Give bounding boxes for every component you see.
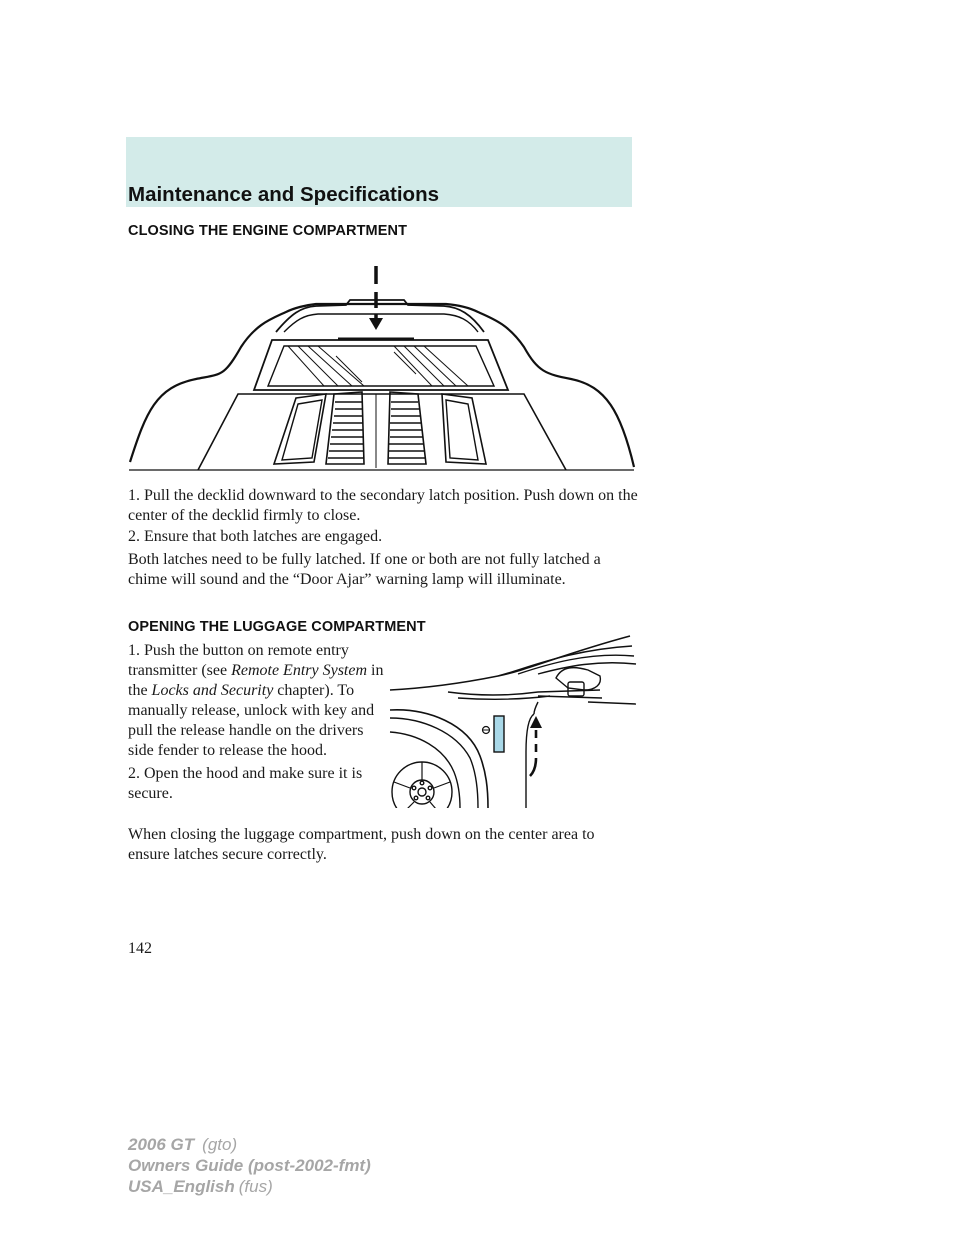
opening-step-2: 2. Open the hood and make sure it is secure. [128,765,363,802]
footer-language-code: (fus) [238,1177,273,1196]
luggage-closing-note: When closing the luggage compartment, push down on the center area to ensure latches secure correctly. [128,826,595,863]
opening-step-1: 1. Push the button on remote entry transmitter (see Remote Entry System in the Locks and Security chapter). To manually release, unlock with key and pull the release handle on the drivers side fender to release the hood. [128,642,384,759]
page-number: 142 [128,940,152,957]
remote-entry-reference: Remote Entry System [231,662,368,679]
push-down-arrow-icon [369,266,383,330]
release-handle [494,716,504,752]
decklid-illustration [126,262,638,476]
closing-step-1: 1. Pull the decklid downward to the secondary latch position. Push down on the center of the decklid firmly to close. [128,487,638,524]
opening-heading: OPENING THE LUGGAGE COMPARTMENT [128,619,426,635]
release-handle-illustration [388,632,638,808]
closing-note: Both latches need to be fully latched. If one or both are not fully latched a chime will sound and the “Door Ajar” warning lamp will illuminate. [128,551,601,588]
section-title: Maintenance and Specifications [128,183,439,206]
footer-guide: Owners Guide (post-2002-fmt) [128,1156,371,1175]
closing-heading: CLOSING THE ENGINE COMPARTMENT [128,223,408,239]
pull-arrow-icon [530,716,542,776]
footer-model: 2006 GT [128,1135,195,1154]
footer [128,1134,371,1197]
footer-language: USA_English [128,1177,235,1196]
locks-security-reference: Locks and Security [151,682,274,699]
closing-step-2: 2. Ensure that both latches are engaged. [128,528,383,545]
footer-model-code: (gto) [202,1135,238,1154]
